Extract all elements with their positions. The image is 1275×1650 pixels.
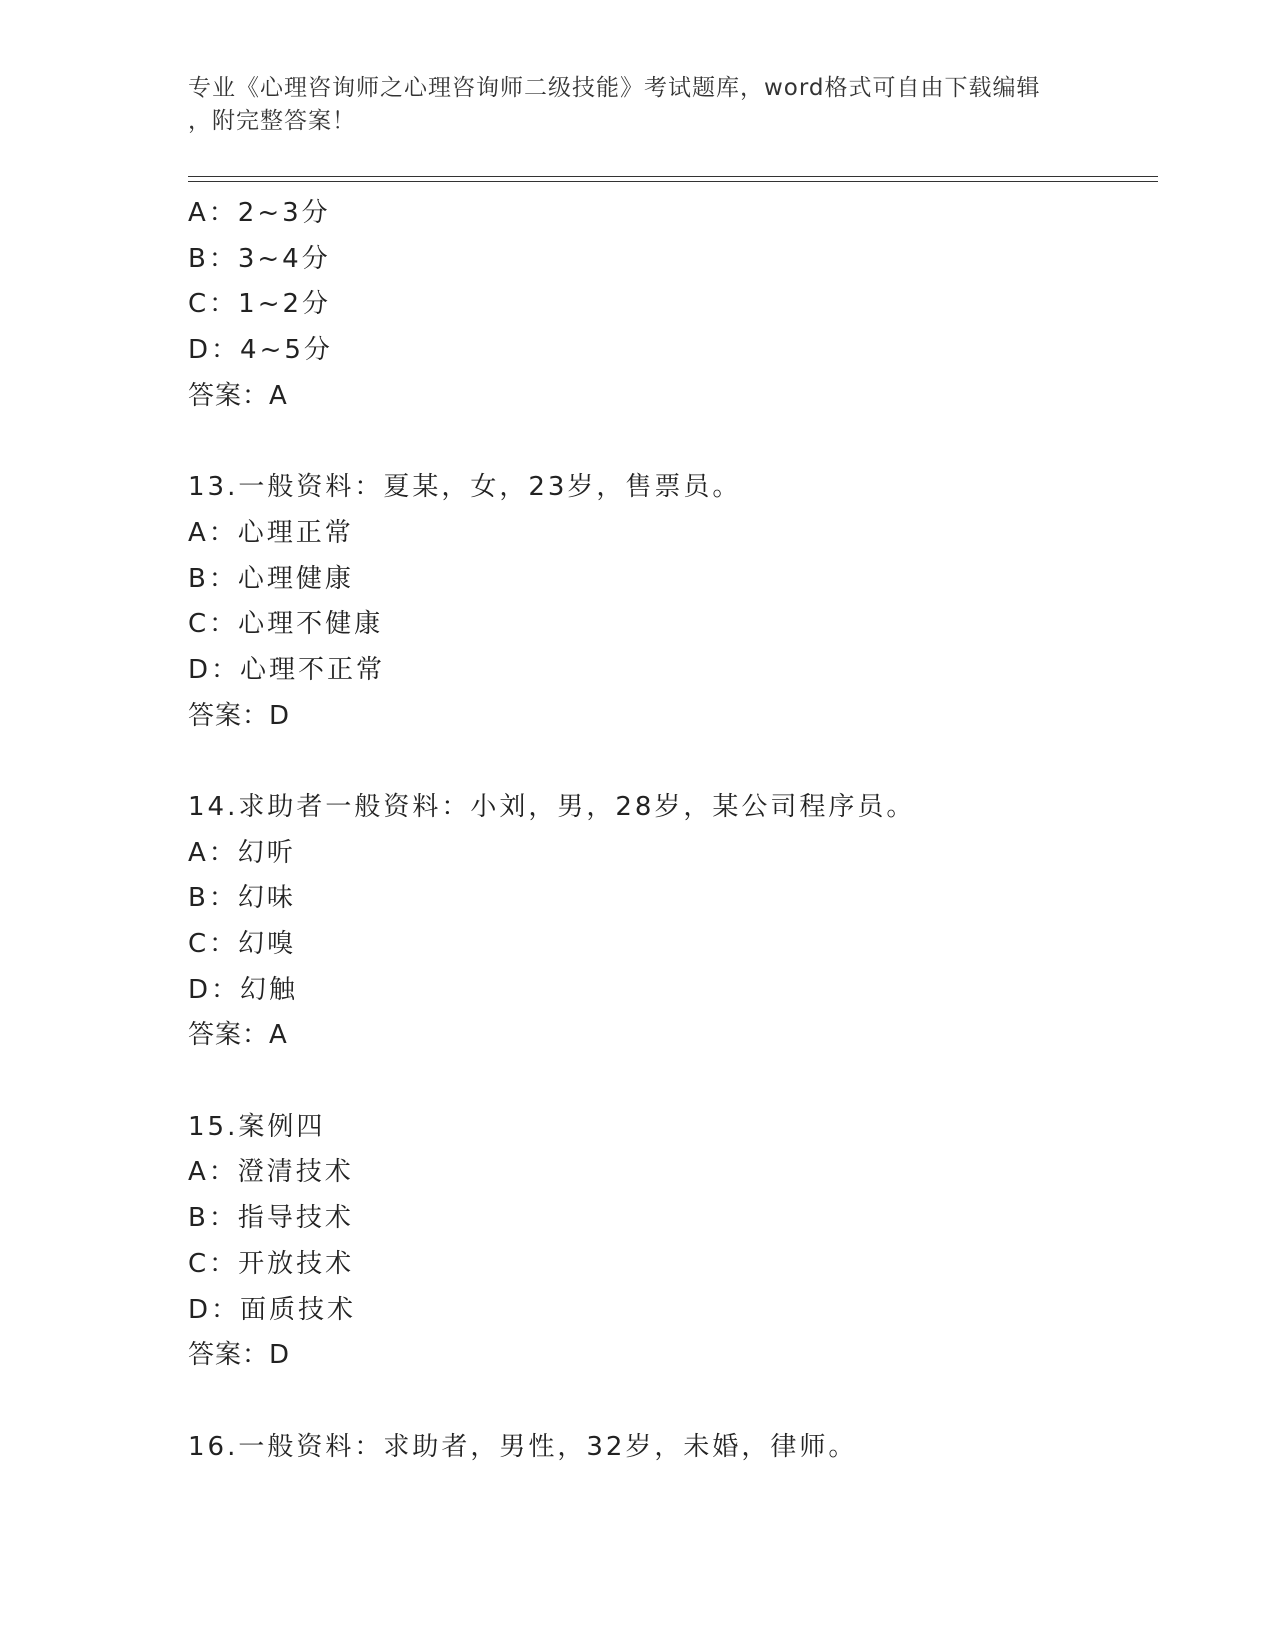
option-d: D：面质技术 <box>188 1294 357 1325</box>
header-divider-bottom <box>188 181 1158 182</box>
option-b: B：心理健康 <box>188 563 354 594</box>
document-header <box>188 72 1088 138</box>
question-16-title: 16.一般资料：求助者，男性，32岁，未婚，律师。 <box>188 1431 858 1462</box>
question-15-title: 15.案例四 <box>188 1111 326 1142</box>
spacer <box>188 419 1148 465</box>
option-c: C：1~2分 <box>188 289 332 320</box>
option-a: A：幻听 <box>188 837 296 868</box>
question-list <box>188 191 1148 1470</box>
answer-line: 答案：A <box>188 1020 288 1051</box>
option-d: D：心理不正常 <box>188 654 386 685</box>
option-a: A：2~3分 <box>188 198 331 228</box>
answer-line: 答案：D <box>188 700 291 731</box>
option-d: D：4~5分 <box>188 335 333 366</box>
option-b: B：幻味 <box>188 883 296 914</box>
question-14-title: 14.求助者一般资料：小刘，男，28岁，某公司程序员。 <box>188 791 916 822</box>
option-b: B：3~4分 <box>188 243 331 274</box>
spacer <box>188 739 1148 785</box>
spacer <box>188 1059 1148 1105</box>
question-13-title: 13.一般资料：夏某，女，23岁，售票员。 <box>188 472 742 503</box>
option-b: B：指导技术 <box>188 1203 354 1234</box>
header-divider-top <box>188 176 1158 177</box>
header-line-1: 专业《心理咨询师之心理咨询师二级技能》考试题库，word格式可自由下载编辑 <box>188 75 1041 101</box>
option-c: C：心理不健康 <box>188 609 384 640</box>
spacer <box>188 1379 1148 1425</box>
header-line-2: ，附完整答案！ <box>188 108 356 134</box>
answer-line: 答案：D <box>188 1340 291 1371</box>
option-a: A：澄清技术 <box>188 1157 354 1188</box>
option-d: D：幻触 <box>188 974 299 1005</box>
answer-line: 答案：A <box>188 380 288 411</box>
option-c: C：幻嗅 <box>188 929 297 959</box>
option-c: C：开放技术 <box>188 1248 355 1279</box>
option-a: A：心理正常 <box>188 517 354 548</box>
